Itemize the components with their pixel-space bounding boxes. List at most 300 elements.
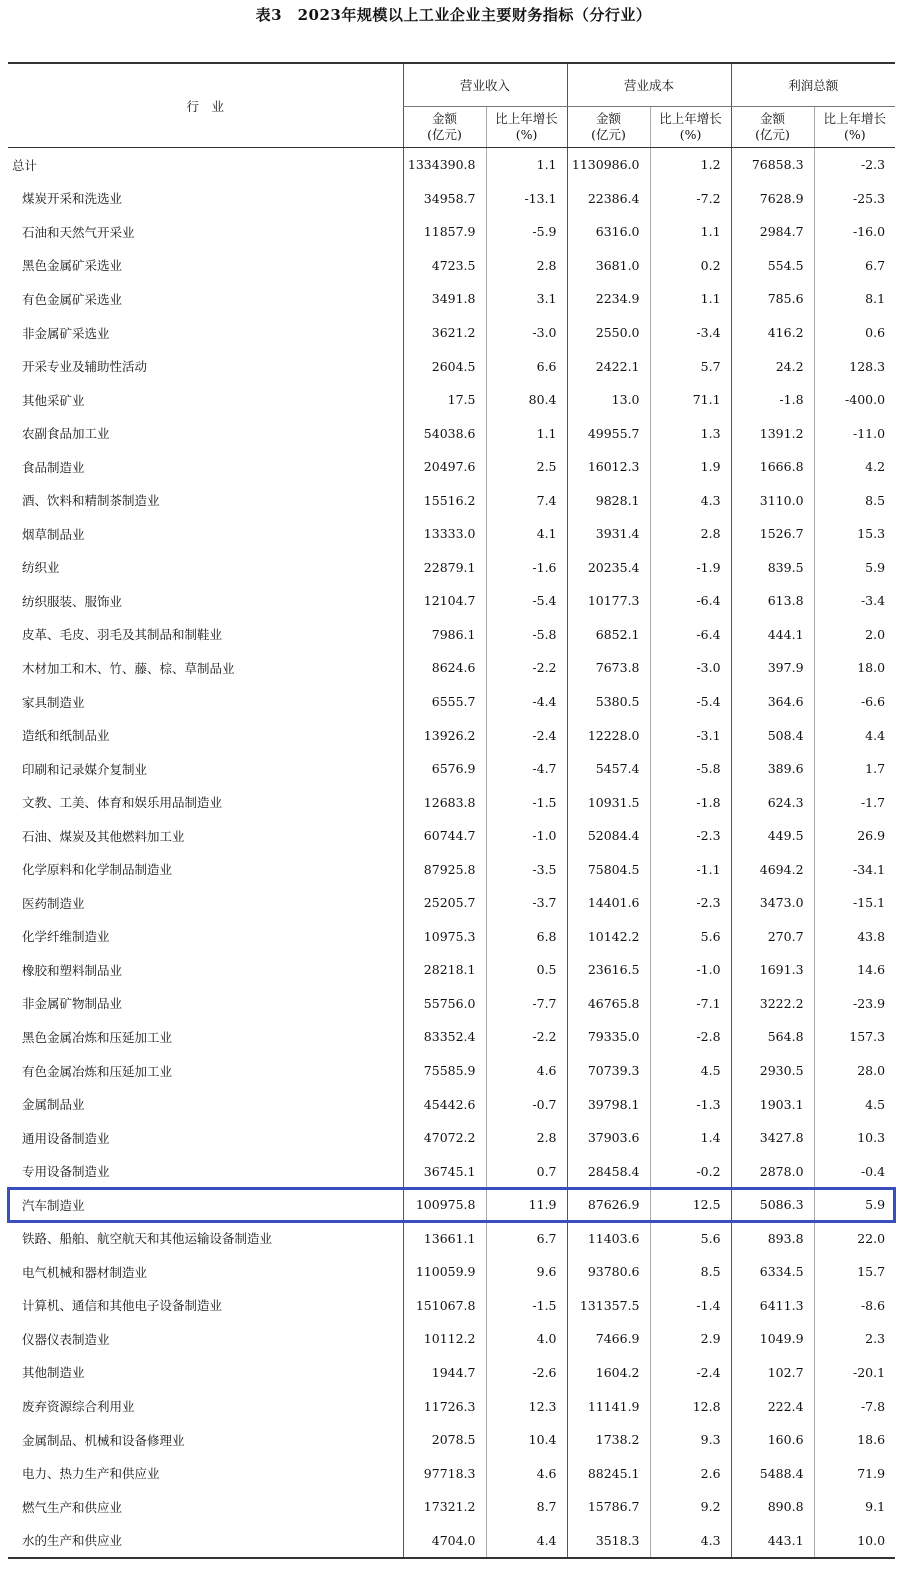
revenue-growth-cell: -13.1 bbox=[486, 182, 567, 216]
table-row bbox=[8, 148, 895, 182]
revenue-amount-cell: 10975.3 bbox=[403, 920, 486, 954]
cost-growth-cell: -5.4 bbox=[650, 685, 731, 719]
revenue-growth-cell: 3.1 bbox=[486, 282, 567, 316]
industry-name-cell: 化学纤维制造业 bbox=[22, 929, 110, 945]
cost-growth-cell: -1.1 bbox=[650, 852, 731, 886]
revenue-amount-cell: 34958.7 bbox=[403, 182, 486, 216]
revenue-growth-cell: -4.4 bbox=[486, 685, 567, 719]
revenue-growth-cell: 4.1 bbox=[486, 517, 567, 551]
cost-growth-cell: 1.9 bbox=[650, 450, 731, 484]
cost-growth-cell: -1.9 bbox=[650, 551, 731, 585]
cost-amount-cell: 10142.2 bbox=[567, 920, 650, 954]
cost-amount-cell: 79335.0 bbox=[567, 1020, 650, 1054]
cost-growth-cell: 1.3 bbox=[650, 416, 731, 450]
revenue-amount-cell: 11857.9 bbox=[403, 215, 486, 249]
table-row-highlighted bbox=[8, 1188, 895, 1222]
profit-growth-cell: 14.6 bbox=[814, 953, 895, 987]
revenue-amount-cell: 4704.0 bbox=[403, 1523, 486, 1558]
profit-amount-cell: 416.2 bbox=[731, 316, 814, 350]
revenue-growth-cell: -1.5 bbox=[486, 1289, 567, 1323]
revenue-growth-cell: -1.5 bbox=[486, 785, 567, 819]
profit-growth-cell: -34.1 bbox=[814, 852, 895, 886]
cost-growth-cell: -2.8 bbox=[650, 1020, 731, 1054]
revenue-growth-cell: 4.0 bbox=[486, 1322, 567, 1356]
profit-growth-cell: -23.9 bbox=[814, 987, 895, 1021]
cost-amount-cell: 93780.6 bbox=[567, 1255, 650, 1289]
industry-name-cell: 木材加工和木、竹、藤、棕、草制品业 bbox=[22, 660, 235, 676]
industry-name-cell: 食品制造业 bbox=[22, 459, 85, 475]
industry-name-cell: 其他制造业 bbox=[22, 1365, 85, 1381]
revenue-amount-cell: 12104.7 bbox=[403, 584, 486, 618]
revenue-amount-cell: 60744.7 bbox=[403, 819, 486, 853]
revenue-growth-cell: 11.9 bbox=[486, 1188, 567, 1222]
profit-growth-cell: 4.5 bbox=[814, 1087, 895, 1121]
revenue-amount-cell: 75585.9 bbox=[403, 1054, 486, 1088]
industry-name-cell: 煤炭开采和洗选业 bbox=[22, 191, 123, 207]
revenue-growth-cell: 0.7 bbox=[486, 1154, 567, 1188]
profit-growth-cell: 10.0 bbox=[814, 1523, 895, 1558]
profit-growth-cell: -1.7 bbox=[814, 785, 895, 819]
revenue-growth-cell: -1.6 bbox=[486, 551, 567, 585]
revenue-amount-cell: 17321.2 bbox=[403, 1490, 486, 1524]
revenue-growth-cell: 0.5 bbox=[486, 953, 567, 987]
profit-amount-cell: 6334.5 bbox=[731, 1255, 814, 1289]
table-row bbox=[8, 1322, 895, 1356]
cost-amount-cell: 14401.6 bbox=[567, 886, 650, 920]
cost-amount-cell: 6852.1 bbox=[567, 618, 650, 652]
cost-amount-cell: 49955.7 bbox=[567, 416, 650, 450]
profit-amount-cell: 839.5 bbox=[731, 551, 814, 585]
industry-name-cell: 石油、煤炭及其他燃料加工业 bbox=[22, 828, 185, 844]
profit-amount-cell: 24.2 bbox=[731, 349, 814, 383]
profit-growth-cell: 128.3 bbox=[814, 349, 895, 383]
revenue-growth-cell: -3.5 bbox=[486, 852, 567, 886]
revenue-growth-cell: 4.6 bbox=[486, 1456, 567, 1490]
table-row bbox=[8, 1154, 895, 1188]
table-row bbox=[8, 752, 895, 786]
profit-amount-cell: 4694.2 bbox=[731, 852, 814, 886]
table-row bbox=[8, 953, 895, 987]
cost-amount-cell: 10931.5 bbox=[567, 785, 650, 819]
revenue-growth-cell: 8.7 bbox=[486, 1490, 567, 1524]
industry-name-cell: 仪器仪表制造业 bbox=[22, 1331, 110, 1347]
industry-name-cell: 皮革、毛皮、羽毛及其制品和制鞋业 bbox=[22, 627, 223, 643]
cost-amount-cell: 7466.9 bbox=[567, 1322, 650, 1356]
table-row bbox=[8, 1289, 895, 1323]
industry-name-cell: 橡胶和塑料制品业 bbox=[22, 962, 123, 978]
revenue-growth-cell: -1.0 bbox=[486, 819, 567, 853]
profit-amount-cell: 508.4 bbox=[731, 718, 814, 752]
cost-growth-cell: -1.8 bbox=[650, 785, 731, 819]
profit-growth-cell: 15.7 bbox=[814, 1255, 895, 1289]
revenue-amount-cell: 1334390.8 bbox=[403, 148, 486, 182]
revenue-amount-cell: 1944.7 bbox=[403, 1356, 486, 1390]
profit-amount-cell: 3110.0 bbox=[731, 483, 814, 517]
revenue-growth-cell: 6.6 bbox=[486, 349, 567, 383]
profit-growth-cell: 2.3 bbox=[814, 1322, 895, 1356]
cost-growth-cell: 4.3 bbox=[650, 1523, 731, 1558]
cost-amount-cell: 1738.2 bbox=[567, 1423, 650, 1457]
table-row bbox=[8, 584, 895, 618]
revenue-growth-cell: 6.8 bbox=[486, 920, 567, 954]
revenue-amount-cell: 8624.6 bbox=[403, 651, 486, 685]
cost-growth-cell: 9.2 bbox=[650, 1490, 731, 1524]
cost-growth-cell: -0.2 bbox=[650, 1154, 731, 1188]
profit-amount-cell: 449.5 bbox=[731, 819, 814, 853]
table-row bbox=[8, 785, 895, 819]
revenue-growth-cell: -2.2 bbox=[486, 651, 567, 685]
industry-name-cell: 非金属矿物制品业 bbox=[22, 996, 123, 1012]
profit-growth-cell: -25.3 bbox=[814, 182, 895, 216]
cost-amount-cell: 5380.5 bbox=[567, 685, 650, 719]
cost-amount-cell: 6316.0 bbox=[567, 215, 650, 249]
industry-name-cell: 计算机、通信和其他电子设备制造业 bbox=[22, 1298, 223, 1314]
cost-growth-cell: -6.4 bbox=[650, 618, 731, 652]
cost-amount-cell: 3518.3 bbox=[567, 1523, 650, 1558]
profit-amount-cell: 389.6 bbox=[731, 752, 814, 786]
table-row bbox=[8, 1087, 895, 1121]
table-row bbox=[8, 182, 895, 216]
profit-amount-cell: 5488.4 bbox=[731, 1456, 814, 1490]
profit-growth-cell: 8.1 bbox=[814, 282, 895, 316]
cost-amount-cell: 22386.4 bbox=[567, 182, 650, 216]
profit-amount-cell: 1903.1 bbox=[731, 1087, 814, 1121]
cost-growth-cell: -3.4 bbox=[650, 316, 731, 350]
cost-growth-cell: 1.2 bbox=[650, 148, 731, 182]
profit-growth-cell: 8.5 bbox=[814, 483, 895, 517]
profit-growth-cell: 15.3 bbox=[814, 517, 895, 551]
revenue-amount-cell: 22879.1 bbox=[403, 551, 486, 585]
cost-amount-cell: 9828.1 bbox=[567, 483, 650, 517]
cost-growth-cell: -2.3 bbox=[650, 886, 731, 920]
table-row bbox=[8, 349, 895, 383]
revenue-growth-cell: 80.4 bbox=[486, 383, 567, 417]
cost-amount-cell: 5457.4 bbox=[567, 752, 650, 786]
revenue-growth-cell: -2.2 bbox=[486, 1020, 567, 1054]
profit-growth-header: 比上年增长 (%) bbox=[814, 107, 895, 148]
profit-growth-cell: 43.8 bbox=[814, 920, 895, 954]
profit-amount-cell: 785.6 bbox=[731, 282, 814, 316]
industry-name-cell: 印刷和记录媒介复制业 bbox=[22, 761, 148, 777]
profit-amount-cell: 2930.5 bbox=[731, 1054, 814, 1088]
profit-header: 利润总额 bbox=[731, 63, 895, 107]
industry-name-cell: 黑色金属冶炼和压延加工业 bbox=[22, 1029, 173, 1045]
cost-amount-cell: 3931.4 bbox=[567, 517, 650, 551]
cost-amount-cell: 2422.1 bbox=[567, 349, 650, 383]
cost-growth-cell: -5.8 bbox=[650, 752, 731, 786]
table-row bbox=[8, 1456, 895, 1490]
table-row bbox=[8, 1020, 895, 1054]
profit-growth-cell: 5.9 bbox=[814, 1188, 895, 1222]
revenue-amount-header: 金额 (亿元) bbox=[403, 107, 486, 148]
profit-growth-cell: -11.0 bbox=[814, 416, 895, 450]
cost-amount-cell: 10177.3 bbox=[567, 584, 650, 618]
industry-name-cell: 文教、工美、体育和娱乐用品制造业 bbox=[22, 795, 223, 811]
industry-name-cell: 铁路、船舶、航空航天和其他运输设备制造业 bbox=[22, 1231, 273, 1247]
profit-amount-cell: 6411.3 bbox=[731, 1289, 814, 1323]
profit-amount-cell: 444.1 bbox=[731, 618, 814, 652]
profit-growth-cell: -3.4 bbox=[814, 584, 895, 618]
table-row bbox=[8, 1356, 895, 1390]
revenue-growth-cell: -5.8 bbox=[486, 618, 567, 652]
profit-growth-cell: -400.0 bbox=[814, 383, 895, 417]
revenue-growth-cell: 4.6 bbox=[486, 1054, 567, 1088]
cost-growth-cell: -3.0 bbox=[650, 651, 731, 685]
revenue-amount-cell: 3491.8 bbox=[403, 282, 486, 316]
revenue-amount-cell: 13926.2 bbox=[403, 718, 486, 752]
cost-amount-cell: 3681.0 bbox=[567, 249, 650, 283]
cost-amount-cell: 1130986.0 bbox=[567, 148, 650, 182]
industry-name-cell: 燃气生产和供应业 bbox=[22, 1499, 123, 1515]
industry-name-cell: 烟草制品业 bbox=[22, 526, 85, 542]
profit-growth-cell: -0.4 bbox=[814, 1154, 895, 1188]
cost-growth-cell: 5.6 bbox=[650, 1222, 731, 1256]
table-row bbox=[8, 416, 895, 450]
cost-amount-cell: 1604.2 bbox=[567, 1356, 650, 1390]
revenue-growth-header: 比上年增长 (%) bbox=[486, 107, 567, 148]
cost-growth-header: 比上年增长 (%) bbox=[650, 107, 731, 148]
revenue-amount-cell: 10112.2 bbox=[403, 1322, 486, 1356]
industry-name-cell: 非金属矿采选业 bbox=[22, 325, 110, 341]
profit-amount-cell: 1391.2 bbox=[731, 416, 814, 450]
revenue-growth-cell: -5.9 bbox=[486, 215, 567, 249]
profit-amount-cell: 624.3 bbox=[731, 785, 814, 819]
cost-growth-cell: -1.0 bbox=[650, 953, 731, 987]
cost-amount-cell: 131357.5 bbox=[567, 1289, 650, 1323]
cost-amount-cell: 70739.3 bbox=[567, 1054, 650, 1088]
cost-growth-cell: -3.1 bbox=[650, 718, 731, 752]
revenue-amount-cell: 7986.1 bbox=[403, 618, 486, 652]
profit-amount-cell: 1049.9 bbox=[731, 1322, 814, 1356]
cost-amount-cell: 11141.9 bbox=[567, 1389, 650, 1423]
profit-growth-cell: 71.9 bbox=[814, 1456, 895, 1490]
table-row bbox=[8, 1523, 895, 1558]
cost-amount-cell: 11403.6 bbox=[567, 1222, 650, 1256]
table-title: 表3 2023年规模以上工业企业主要财务指标（分行业） bbox=[255, 6, 652, 24]
cost-growth-cell: 0.2 bbox=[650, 249, 731, 283]
revenue-amount-cell: 6576.9 bbox=[403, 752, 486, 786]
table-row bbox=[8, 517, 895, 551]
table-body bbox=[8, 148, 895, 1558]
revenue-growth-cell: 12.3 bbox=[486, 1389, 567, 1423]
revenue-amount-cell: 4723.5 bbox=[403, 249, 486, 283]
profit-amount-cell: 443.1 bbox=[731, 1523, 814, 1558]
revenue-growth-cell: 2.5 bbox=[486, 450, 567, 484]
profit-growth-cell: 9.1 bbox=[814, 1490, 895, 1524]
cost-growth-cell: 12.5 bbox=[650, 1188, 731, 1222]
cost-amount-cell: 87626.9 bbox=[567, 1188, 650, 1222]
profit-amount-cell: 3222.2 bbox=[731, 987, 814, 1021]
cost-growth-cell: 8.5 bbox=[650, 1255, 731, 1289]
revenue-amount-cell: 15516.2 bbox=[403, 483, 486, 517]
profit-growth-cell: 2.0 bbox=[814, 618, 895, 652]
industry-name-cell: 医药制造业 bbox=[22, 895, 85, 911]
cost-growth-cell: 9.3 bbox=[650, 1423, 731, 1457]
revenue-growth-cell: -3.0 bbox=[486, 316, 567, 350]
profit-growth-cell: -8.6 bbox=[814, 1289, 895, 1323]
profit-amount-cell: 893.8 bbox=[731, 1222, 814, 1256]
revenue-amount-cell: 6555.7 bbox=[403, 685, 486, 719]
profit-amount-cell: 160.6 bbox=[731, 1423, 814, 1457]
industry-name-cell: 黑色金属矿采选业 bbox=[22, 258, 123, 274]
cost-growth-cell: 2.9 bbox=[650, 1322, 731, 1356]
industry-name-cell: 汽车制造业 bbox=[22, 1197, 85, 1213]
table-row bbox=[8, 249, 895, 283]
profit-growth-cell: -16.0 bbox=[814, 215, 895, 249]
profit-growth-cell: -7.8 bbox=[814, 1389, 895, 1423]
industry-name-cell: 造纸和纸制品业 bbox=[22, 728, 110, 744]
revenue-growth-cell: 2.8 bbox=[486, 1121, 567, 1155]
cost-growth-cell: 1.1 bbox=[650, 215, 731, 249]
table-row bbox=[8, 450, 895, 484]
table-row bbox=[8, 685, 895, 719]
profit-amount-cell: 270.7 bbox=[731, 920, 814, 954]
industry-name-cell: 电气机械和器材制造业 bbox=[22, 1264, 148, 1280]
table-row bbox=[8, 1121, 895, 1155]
cost-amount-cell: 88245.1 bbox=[567, 1456, 650, 1490]
revenue-growth-cell: -4.7 bbox=[486, 752, 567, 786]
profit-amount-cell: 102.7 bbox=[731, 1356, 814, 1390]
industry-name-cell: 石油和天然气开采业 bbox=[22, 224, 135, 240]
revenue-amount-cell: 45442.6 bbox=[403, 1087, 486, 1121]
table-row bbox=[8, 718, 895, 752]
profit-growth-cell: 4.4 bbox=[814, 718, 895, 752]
cost-growth-cell: -1.4 bbox=[650, 1289, 731, 1323]
revenue-amount-cell: 3621.2 bbox=[403, 316, 486, 350]
revenue-amount-cell: 12683.8 bbox=[403, 785, 486, 819]
profit-growth-cell: 157.3 bbox=[814, 1020, 895, 1054]
industry-name-cell: 纺织服装、服饰业 bbox=[22, 593, 123, 609]
table-row bbox=[8, 987, 895, 1021]
revenue-growth-cell: 1.1 bbox=[486, 416, 567, 450]
revenue-amount-cell: 100975.8 bbox=[403, 1188, 486, 1222]
cost-growth-cell: -7.2 bbox=[650, 182, 731, 216]
cost-growth-cell: 1.1 bbox=[650, 282, 731, 316]
table-row bbox=[8, 651, 895, 685]
cost-growth-cell: -2.3 bbox=[650, 819, 731, 853]
table-row bbox=[8, 852, 895, 886]
revenue-amount-cell: 2604.5 bbox=[403, 349, 486, 383]
cost-amount-cell: 12228.0 bbox=[567, 718, 650, 752]
cost-amount-cell: 2234.9 bbox=[567, 282, 650, 316]
profit-growth-cell: 4.2 bbox=[814, 450, 895, 484]
revenue-growth-cell: 6.7 bbox=[486, 1222, 567, 1256]
revenue-growth-cell: 9.6 bbox=[486, 1255, 567, 1289]
revenue-amount-cell: 2078.5 bbox=[403, 1423, 486, 1457]
profit-growth-cell: 18.6 bbox=[814, 1423, 895, 1457]
cost-amount-cell: 20235.4 bbox=[567, 551, 650, 585]
profit-amount-cell: 364.6 bbox=[731, 685, 814, 719]
profit-growth-cell: 22.0 bbox=[814, 1222, 895, 1256]
revenue-amount-cell: 13661.1 bbox=[403, 1222, 486, 1256]
revenue-growth-cell: -5.4 bbox=[486, 584, 567, 618]
cost-growth-cell: 2.6 bbox=[650, 1456, 731, 1490]
profit-growth-cell: 1.7 bbox=[814, 752, 895, 786]
revenue-amount-cell: 36745.1 bbox=[403, 1154, 486, 1188]
table-row bbox=[8, 618, 895, 652]
profit-amount-cell: 222.4 bbox=[731, 1389, 814, 1423]
industry-name-cell: 电力、热力生产和供应业 bbox=[22, 1466, 160, 1482]
industry-name-cell: 通用设备制造业 bbox=[22, 1130, 110, 1146]
cost-amount-cell: 46765.8 bbox=[567, 987, 650, 1021]
profit-growth-cell: 26.9 bbox=[814, 819, 895, 853]
table-row bbox=[8, 316, 895, 350]
table-row bbox=[8, 819, 895, 853]
revenue-header: 营业收入 bbox=[403, 63, 567, 107]
table-row bbox=[8, 886, 895, 920]
industry-name-cell: 纺织业 bbox=[22, 560, 60, 576]
cost-amount-cell: 23616.5 bbox=[567, 953, 650, 987]
cost-amount-cell: 2550.0 bbox=[567, 316, 650, 350]
financial-indicators-table bbox=[8, 62, 895, 1559]
industry-name-cell: 其他采矿业 bbox=[22, 392, 85, 408]
profit-growth-cell: 18.0 bbox=[814, 651, 895, 685]
industry-name-cell: 金属制品、机械和设备修理业 bbox=[22, 1432, 185, 1448]
revenue-amount-cell: 87925.8 bbox=[403, 852, 486, 886]
cost-growth-cell: 4.3 bbox=[650, 483, 731, 517]
profit-amount-cell: 890.8 bbox=[731, 1490, 814, 1524]
cost-amount-header: 金额 (亿元) bbox=[567, 107, 650, 148]
cost-growth-cell: 71.1 bbox=[650, 383, 731, 417]
industry-name-cell: 酒、饮料和精制茶制造业 bbox=[22, 493, 160, 509]
profit-amount-header: 金额 (亿元) bbox=[731, 107, 814, 148]
revenue-amount-cell: 110059.9 bbox=[403, 1255, 486, 1289]
industry-name-cell: 水的生产和供应业 bbox=[8, 1523, 403, 1558]
profit-growth-cell: 10.3 bbox=[814, 1121, 895, 1155]
revenue-growth-cell: 4.4 bbox=[486, 1523, 567, 1558]
profit-growth-cell: -15.1 bbox=[814, 886, 895, 920]
table-row bbox=[8, 483, 895, 517]
profit-amount-cell: 2878.0 bbox=[731, 1154, 814, 1188]
cost-growth-cell: 4.5 bbox=[650, 1054, 731, 1088]
cost-header: 营业成本 bbox=[567, 63, 731, 107]
cost-growth-cell: -1.3 bbox=[650, 1087, 731, 1121]
revenue-amount-cell: 20497.6 bbox=[403, 450, 486, 484]
cost-growth-cell: -6.4 bbox=[650, 584, 731, 618]
industry-name-cell: 总计 bbox=[12, 157, 38, 173]
table-row bbox=[8, 1490, 895, 1524]
table-row bbox=[8, 282, 895, 316]
table-row bbox=[8, 1222, 895, 1256]
table-row bbox=[8, 551, 895, 585]
revenue-amount-cell: 11726.3 bbox=[403, 1389, 486, 1423]
revenue-growth-cell: 2.8 bbox=[486, 249, 567, 283]
table-row bbox=[8, 215, 895, 249]
industry-name-cell: 金属制品业 bbox=[22, 1097, 85, 1113]
profit-growth-cell: -20.1 bbox=[814, 1356, 895, 1390]
profit-amount-cell: 5086.3 bbox=[731, 1188, 814, 1222]
cost-amount-cell: 28458.4 bbox=[567, 1154, 650, 1188]
industry-name-cell: 农副食品加工业 bbox=[22, 426, 110, 442]
revenue-amount-cell: 97718.3 bbox=[403, 1456, 486, 1490]
industry-name-cell: 开采专业及辅助性活动 bbox=[22, 359, 148, 375]
cost-amount-cell: 13.0 bbox=[567, 383, 650, 417]
revenue-amount-cell: 151067.8 bbox=[403, 1289, 486, 1323]
industry-header: 行 业 bbox=[8, 63, 403, 148]
profit-growth-cell: -2.3 bbox=[814, 148, 895, 182]
cost-growth-cell: -7.1 bbox=[650, 987, 731, 1021]
industry-name-cell: 专用设备制造业 bbox=[22, 1164, 110, 1180]
profit-amount-cell: -1.8 bbox=[731, 383, 814, 417]
revenue-growth-cell: -0.7 bbox=[486, 1087, 567, 1121]
revenue-growth-cell: -7.7 bbox=[486, 987, 567, 1021]
profit-amount-cell: 76858.3 bbox=[731, 148, 814, 182]
revenue-amount-cell: 54038.6 bbox=[403, 416, 486, 450]
cost-growth-cell: 2.8 bbox=[650, 517, 731, 551]
profit-amount-cell: 1666.8 bbox=[731, 450, 814, 484]
industry-name-cell: 化学原料和化学制品制造业 bbox=[22, 862, 173, 878]
revenue-amount-cell: 47072.2 bbox=[403, 1121, 486, 1155]
